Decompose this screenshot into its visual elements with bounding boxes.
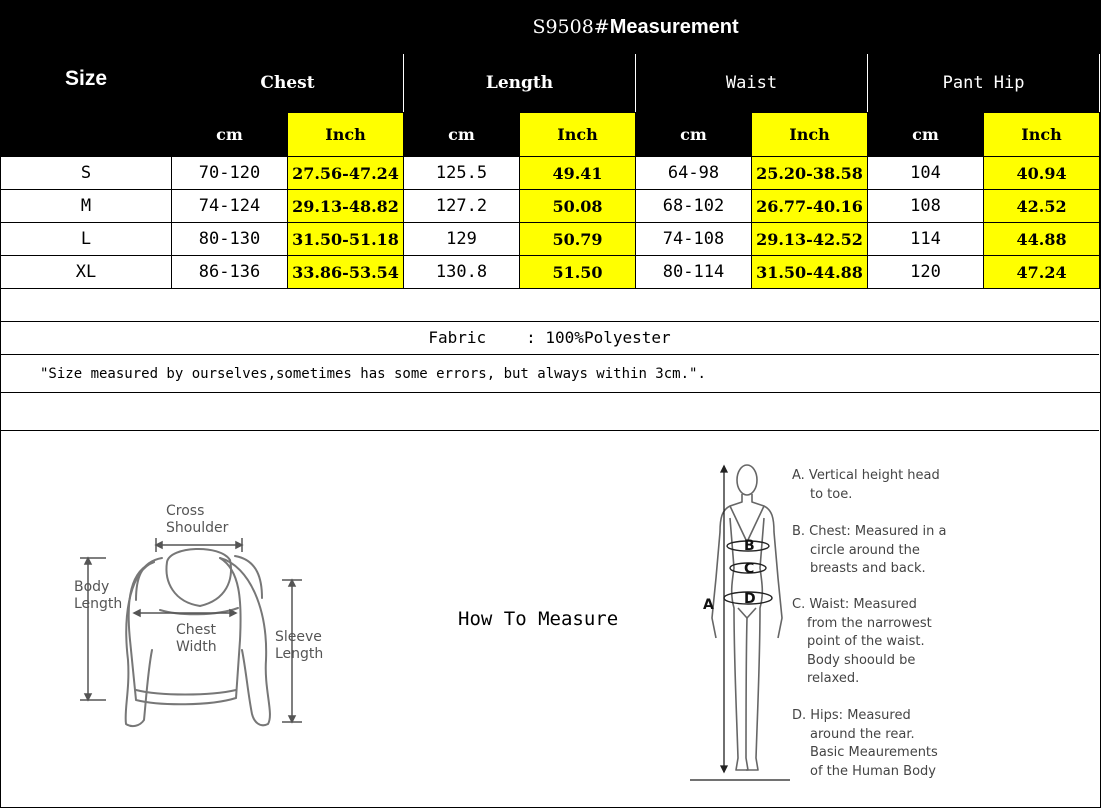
waist-inch-cell: 26.77-40.16 — [752, 190, 868, 223]
table-row — [1, 223, 1100, 256]
unit-cm: cm — [172, 113, 288, 157]
fabric-value: : 100%Polyester — [526, 328, 671, 347]
measurement-note: "Size measured by ourselves,sometimes has some errors, but always within 3cm.". — [0, 355, 1101, 393]
body-length-label: Body Length — [74, 579, 123, 612]
size-cell: S — [1, 157, 172, 190]
size-chart-table — [0, 0, 1100, 289]
table-row — [1, 157, 1100, 190]
chest-cm-cell: 70-120 — [172, 157, 288, 190]
unit-cm: cm — [636, 113, 752, 157]
unit-inch: Inch — [520, 113, 636, 157]
letter-b: B — [744, 538, 755, 554]
length-inch-cell: 49.41 — [520, 157, 636, 190]
length-inch-cell: 50.08 — [520, 190, 636, 223]
waist-cm-cell: 68-102 — [636, 190, 752, 223]
chart-title-word: Measurement — [609, 15, 739, 38]
size-cell: M — [1, 190, 172, 223]
length-inch-cell: 51.50 — [520, 256, 636, 289]
letter-a: A — [703, 597, 714, 613]
hip-cm-cell: 120 — [868, 256, 984, 289]
hip-cm-cell: 108 — [868, 190, 984, 223]
chest-inch-cell: 33.86-53.54 — [288, 256, 404, 289]
hip-inch-cell: 44.88 — [984, 223, 1100, 256]
size-cell: L — [1, 223, 172, 256]
waist-inch-cell: 25.20-38.58 — [752, 157, 868, 190]
unit-inch: Inch — [288, 113, 404, 157]
group-pant-hip: Pant Hip — [868, 54, 1100, 113]
chart-title-code: S9508# — [532, 15, 610, 38]
chest-width-label: Chest Width — [176, 622, 217, 655]
waist-inch-cell: 29.13-42.52 — [752, 223, 868, 256]
chest-cm-cell: 80-130 — [172, 223, 288, 256]
hip-cm-cell: 104 — [868, 157, 984, 190]
table-row — [1, 256, 1100, 289]
hip-cm-cell: 114 — [868, 223, 984, 256]
empty-band — [0, 289, 1099, 322]
cross-shoulder-label: Cross Shoulder — [166, 503, 229, 536]
chest-cm-cell: 74-124 — [172, 190, 288, 223]
length-cm-cell: 129 — [404, 223, 520, 256]
hip-inch-cell: 47.24 — [984, 256, 1100, 289]
hip-inch-cell: 40.94 — [984, 157, 1100, 190]
waist-inch-cell: 31.50-44.88 — [752, 256, 868, 289]
sleeve-length-label: Sleeve Length — [275, 629, 324, 662]
description-d: D. Hips: Measured around the rear. Basic Meaurements of the Human Body — [792, 708, 938, 779]
waist-cm-cell: 80-114 — [636, 256, 752, 289]
group-length: Length — [404, 54, 636, 113]
length-cm-cell: 130.8 — [404, 256, 520, 289]
chart-title — [172, 1, 1100, 54]
fabric-row — [0, 322, 1099, 355]
group-chest: Chest — [172, 54, 404, 113]
length-cm-cell: 125.5 — [404, 157, 520, 190]
description-a: A. Vertical height head to toe. — [792, 468, 940, 502]
chest-inch-cell: 29.13-48.82 — [288, 190, 404, 223]
letter-d: D — [744, 591, 756, 607]
size-cell: XL — [1, 256, 172, 289]
chest-inch-cell: 27.56-47.24 — [288, 157, 404, 190]
unit-cm: cm — [868, 113, 984, 157]
body-figure — [690, 458, 790, 783]
description-b: B. Chest: Measured in a circle around the breasts and back. — [792, 524, 947, 576]
chest-inch-cell: 31.50-51.18 — [288, 223, 404, 256]
hip-inch-cell: 42.52 — [984, 190, 1100, 223]
waist-cm-cell: 74-108 — [636, 223, 752, 256]
chest-cm-cell: 86-136 — [172, 256, 288, 289]
length-inch-cell: 50.79 — [520, 223, 636, 256]
unit-inch: Inch — [984, 113, 1100, 157]
letter-c: C — [744, 561, 755, 577]
fabric-label: Fabric — [428, 328, 487, 347]
unit-inch: Inch — [752, 113, 868, 157]
empty-band — [0, 393, 1099, 431]
description-c: C. Waist: Measured from the narrowest point of the waist. Body shoould be relaxed. — [792, 597, 932, 686]
waist-cm-cell: 64-98 — [636, 157, 752, 190]
group-waist: Waist — [636, 54, 868, 113]
size-header: Size — [1, 1, 172, 157]
table-row — [1, 190, 1100, 223]
unit-cm: cm — [404, 113, 520, 157]
length-cm-cell: 127.2 — [404, 190, 520, 223]
how-to-measure-title: How To Measure — [458, 608, 619, 630]
